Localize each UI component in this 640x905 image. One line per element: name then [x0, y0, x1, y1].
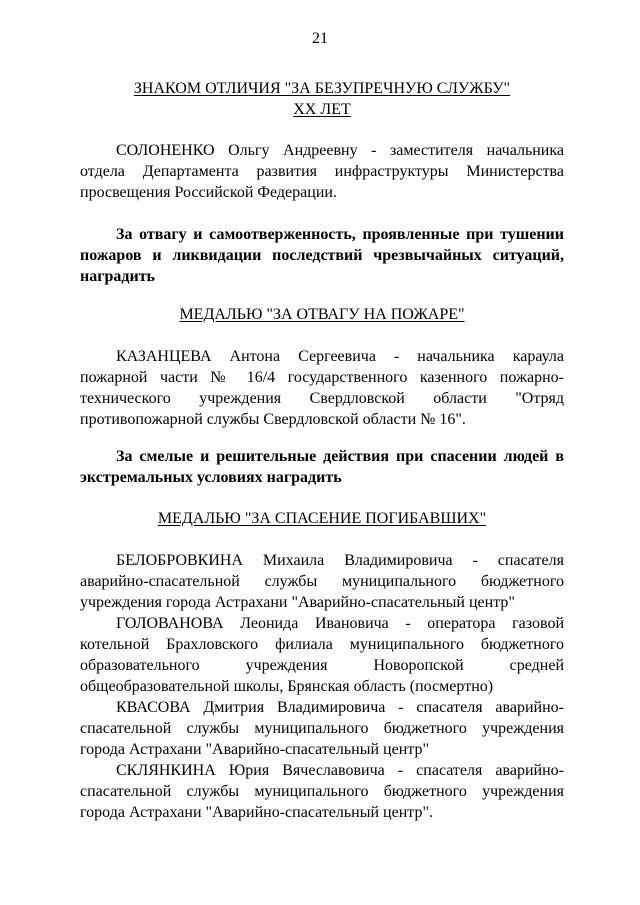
award-intro-text: За отвагу и самоотверженность, проявленные при тушении пожаров и ликвидации последствий чрезвычайных ситуаций, наградить — [80, 226, 564, 285]
award-heading-rescue: МЕДАЛЬЮ "ЗА СПАСЕНИЕ ПОГИБАВШИХ" — [157, 510, 487, 527]
award-intro-text: За смелые и решительные действия при спасении людей в экстремальных условиях наградить — [80, 448, 564, 486]
award-recipient-entry: СОЛОНЕНКО Ольгу Андреевну - заместителя начальника отдела Департамента развития инфраструктуры Министерства просвещения Российской Федерации. — [80, 142, 564, 201]
award-heading-fire-bravery: МЕДАЛЬЮ "ЗА ОТВАГУ НА ПОЖАРЕ" — [179, 306, 465, 323]
award-recipient-entry: СКЛЯНКИНА Юрия Вячеславовича - спасателя аварийно-спасательной службы муниципального бюджетного учреждения города Астрахани "Аварийно-спасательный центр". — [80, 762, 564, 821]
award-recipient-entry: КВАСОВА Дмитрия Владимировича - спасателя аварийно-спасательной службы муниципального бюджетного учреждения города Астрахани "Аварийно-спасательный центр" — [80, 699, 564, 758]
award-heading-line: XX ЛЕТ — [293, 101, 351, 118]
award-recipient-list — [80, 550, 564, 823]
award-heading-line: ЗНАКОМ ОТЛИЧИЯ "ЗА БЕЗУПРЕЧНУЮ СЛУЖБУ" — [133, 80, 511, 97]
page-number: 21 — [312, 30, 328, 47]
award-recipient-entry: ГОЛОВАНОВА Леонида Ивановича - оператора газовой котельной Брахловского филиала муниципального бюджетного образовательного учреждения Новоропской средней общеобразовательной школы, Брянская область (посмертно) — [80, 615, 564, 695]
award-recipient-entry: КАЗАНЦЕВА Антона Сергеевича - начальника караула пожарной части № 16/4 государственного казенного пожарно-технического учреждения Свердловской области "Отряд противопожарной службы Свердловской области № 16". — [80, 348, 564, 428]
award-heading-impeccable-service — [80, 78, 564, 120]
award-recipient-entry: БЕЛОБРОВКИНА Михаила Владимировича - спасателя аварийно-спасательной службы муниципального бюджетного учреждения города Астрахани "Аварийно-спасательный центр" — [80, 552, 564, 611]
